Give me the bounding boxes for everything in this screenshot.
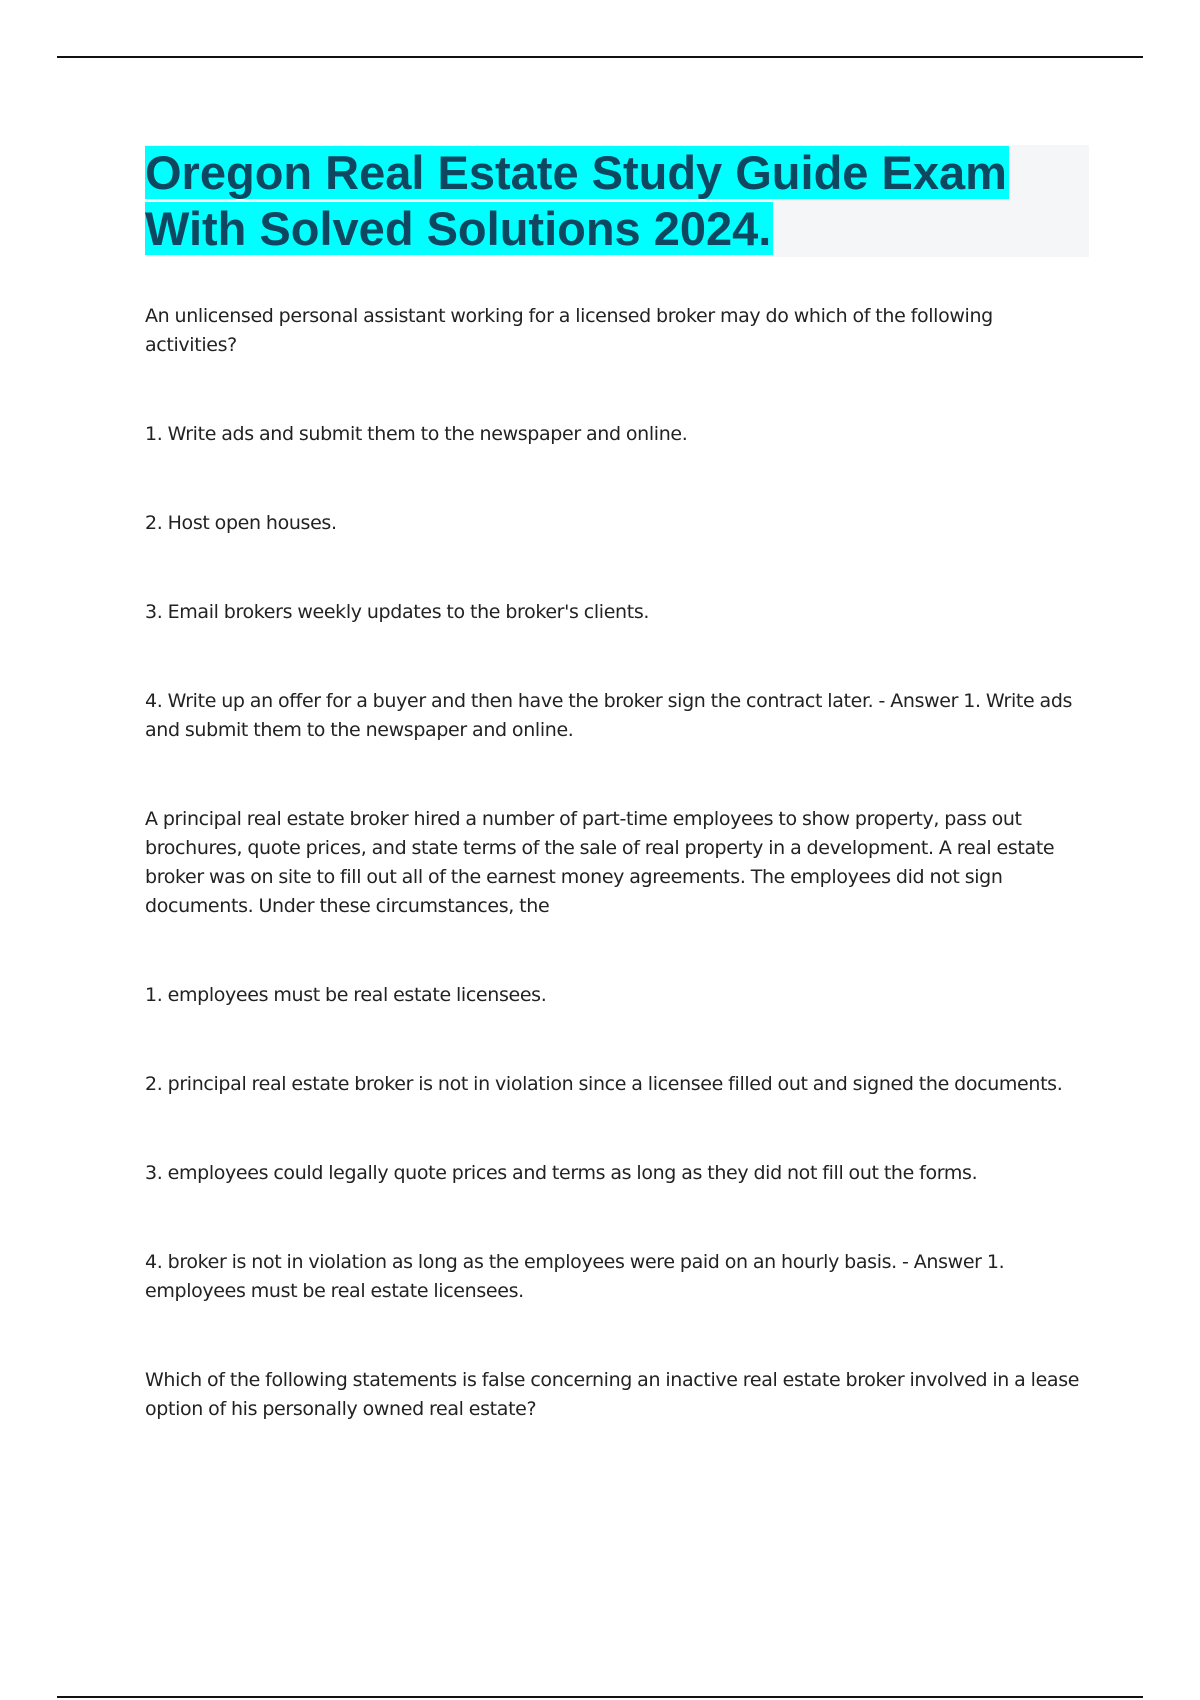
bottom-rule xyxy=(57,1696,1143,1698)
question-1-option-1: 1. Write ads and submit them to the newspaper and online. xyxy=(145,423,688,445)
question-1-option-4-answer: 4. Write up an offer for a buyer and then have the broker sign the contract later. - Answer 1. Write ads and submit them to the newspaper and online. xyxy=(145,690,1073,741)
title-line-1: Oregon Real Estate Study Guide Exam xyxy=(145,146,1007,199)
question-1-option-3: 3. Email brokers weekly updates to the broker's clients. xyxy=(145,601,650,623)
question-2: A principal real estate broker hired a number of part-time employees to show property, pass out brochures, quote prices, and state terms of the sale of real property in a development. A real estate broker was on site to fill out all of the earnest money agreements. The employees did not sign documents. Under these circumstances, the xyxy=(145,808,1055,917)
question-2-option-4-answer: 4. broker is not in violation as long as the employees were paid on an hourly basis. - Answer 1. employees must be real estate licensees. xyxy=(145,1251,1005,1302)
document-body xyxy=(145,302,1085,1484)
question-3: Which of the following statements is false concerning an inactive real estate broker involved in a lease option of his personally owned real estate? xyxy=(145,1369,1080,1420)
title-line-2: With Solved Solutions 2024. xyxy=(145,202,772,255)
question-2-option-1: 1. employees must be real estate licensees. xyxy=(145,984,547,1006)
question-1: An unlicensed personal assistant working for a licensed broker may do which of the following activities? xyxy=(145,305,993,356)
question-2-option-3: 3. employees could legally quote prices and terms as long as they did not fill out the forms. xyxy=(145,1162,978,1184)
title-block xyxy=(145,145,1089,257)
document-title xyxy=(145,145,1089,257)
question-2-option-2: 2. principal real estate broker is not in violation since a licensee filled out and signed the documents. xyxy=(145,1073,1063,1095)
top-rule xyxy=(57,56,1143,58)
question-1-option-2: 2. Host open houses. xyxy=(145,512,337,534)
